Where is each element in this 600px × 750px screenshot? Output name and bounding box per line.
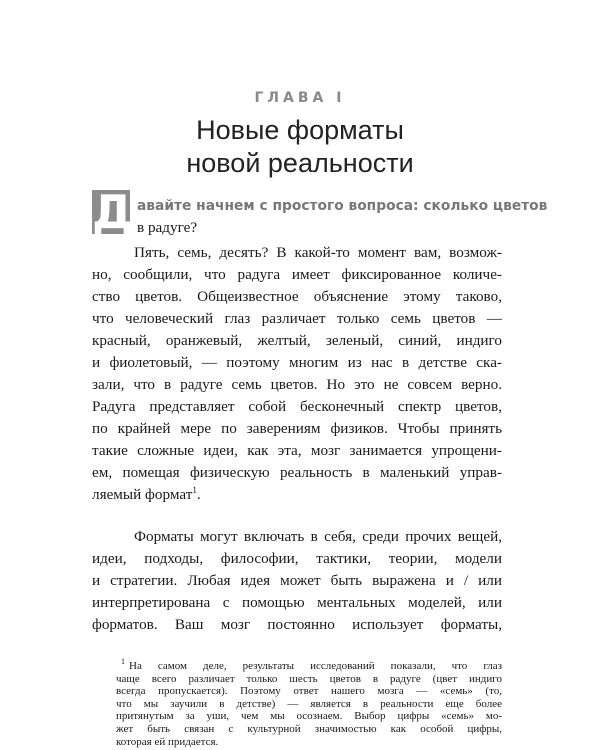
body-line: ем, помещая физическую реальность в маленький управ- [92,464,502,481]
body-line: красный, оранжевый, желтый, зеленый, синий, индиго [92,332,502,349]
chapter-title-line: новой реальности [186,148,414,178]
footnote-line: жет быть связан с культурной значимостью как особой цифры, [116,723,502,735]
body-text: . [196,486,201,503]
chapter-title [0,114,600,180]
body-line: форматов. Ваш мозг постоянно использует форматы, [92,616,502,633]
body-line: ство цветов. Общеизвестное объяснение этому таково, [92,288,502,305]
body-line: по крайней мере по заверениям физиков. Чтобы принять [92,420,502,437]
body-line: и фиолетовый, — поэтому многим из нас в детстве ска- [92,354,502,371]
body-line: Пять, семь, десять? В какой-то момент вам, возмож- [134,244,502,261]
body-line: что человеческий глаз различает только семь цветов — [92,310,502,327]
footnote-ref[interactable]: 1 [192,484,197,495]
body-line: и стратегии. Любая идея может быть выражена и / или [92,572,502,589]
body-line: такие сложные идеи, как эта, мозг занимается упрощени- [92,442,502,459]
footnote-number: 1 [121,657,125,667]
body-line [137,195,548,217]
footnote-text: На самом деле, результаты исследований показали, что глаз [129,660,502,672]
footnote-line: чаще всего различает только шесть цветов в радуге (цвет индиго [116,672,502,685]
body-line: зали, что в радуге семь цветов. Но это не совсем верно. [92,376,502,393]
body-line: в радуге? [137,219,198,236]
body-line: Форматы могут включать в себя, среди прочих вещей, [134,528,502,545]
footnote-line: всегда пропускается). Поэтому ответ нашего мозга — «семь» (то, [116,685,502,698]
chapter-label: ГЛАВА I [254,90,346,106]
footnote-line: притянутым за уши, чем мы осознаем. Выбор цифры «семь» мо- [116,710,502,723]
lead-in-text: авайте начнем с простого вопроса: сколько цветов [137,198,548,214]
drop-cap: Д [92,185,133,239]
body-text: ляемый формат [92,486,193,503]
body-line [92,484,502,506]
footnote-line [121,657,502,673]
body-line: Радуга представляет собой бесконечный спектр цветов, [92,398,502,415]
footnote-line: которая ей придается. [116,735,219,748]
body-line: но, сообщили, что радуга имеет фиксированное количе- [92,266,502,283]
footnote-line: что мы заучили в детстве) — является в реальности еще более [116,697,502,710]
body-line: интерпретирована с помощью ментальных моделей, или [92,594,502,611]
body-line: идеи, подходы, философии, тактики, теории, модели [92,550,502,567]
chapter-title-line: Новые форматы [196,115,404,145]
